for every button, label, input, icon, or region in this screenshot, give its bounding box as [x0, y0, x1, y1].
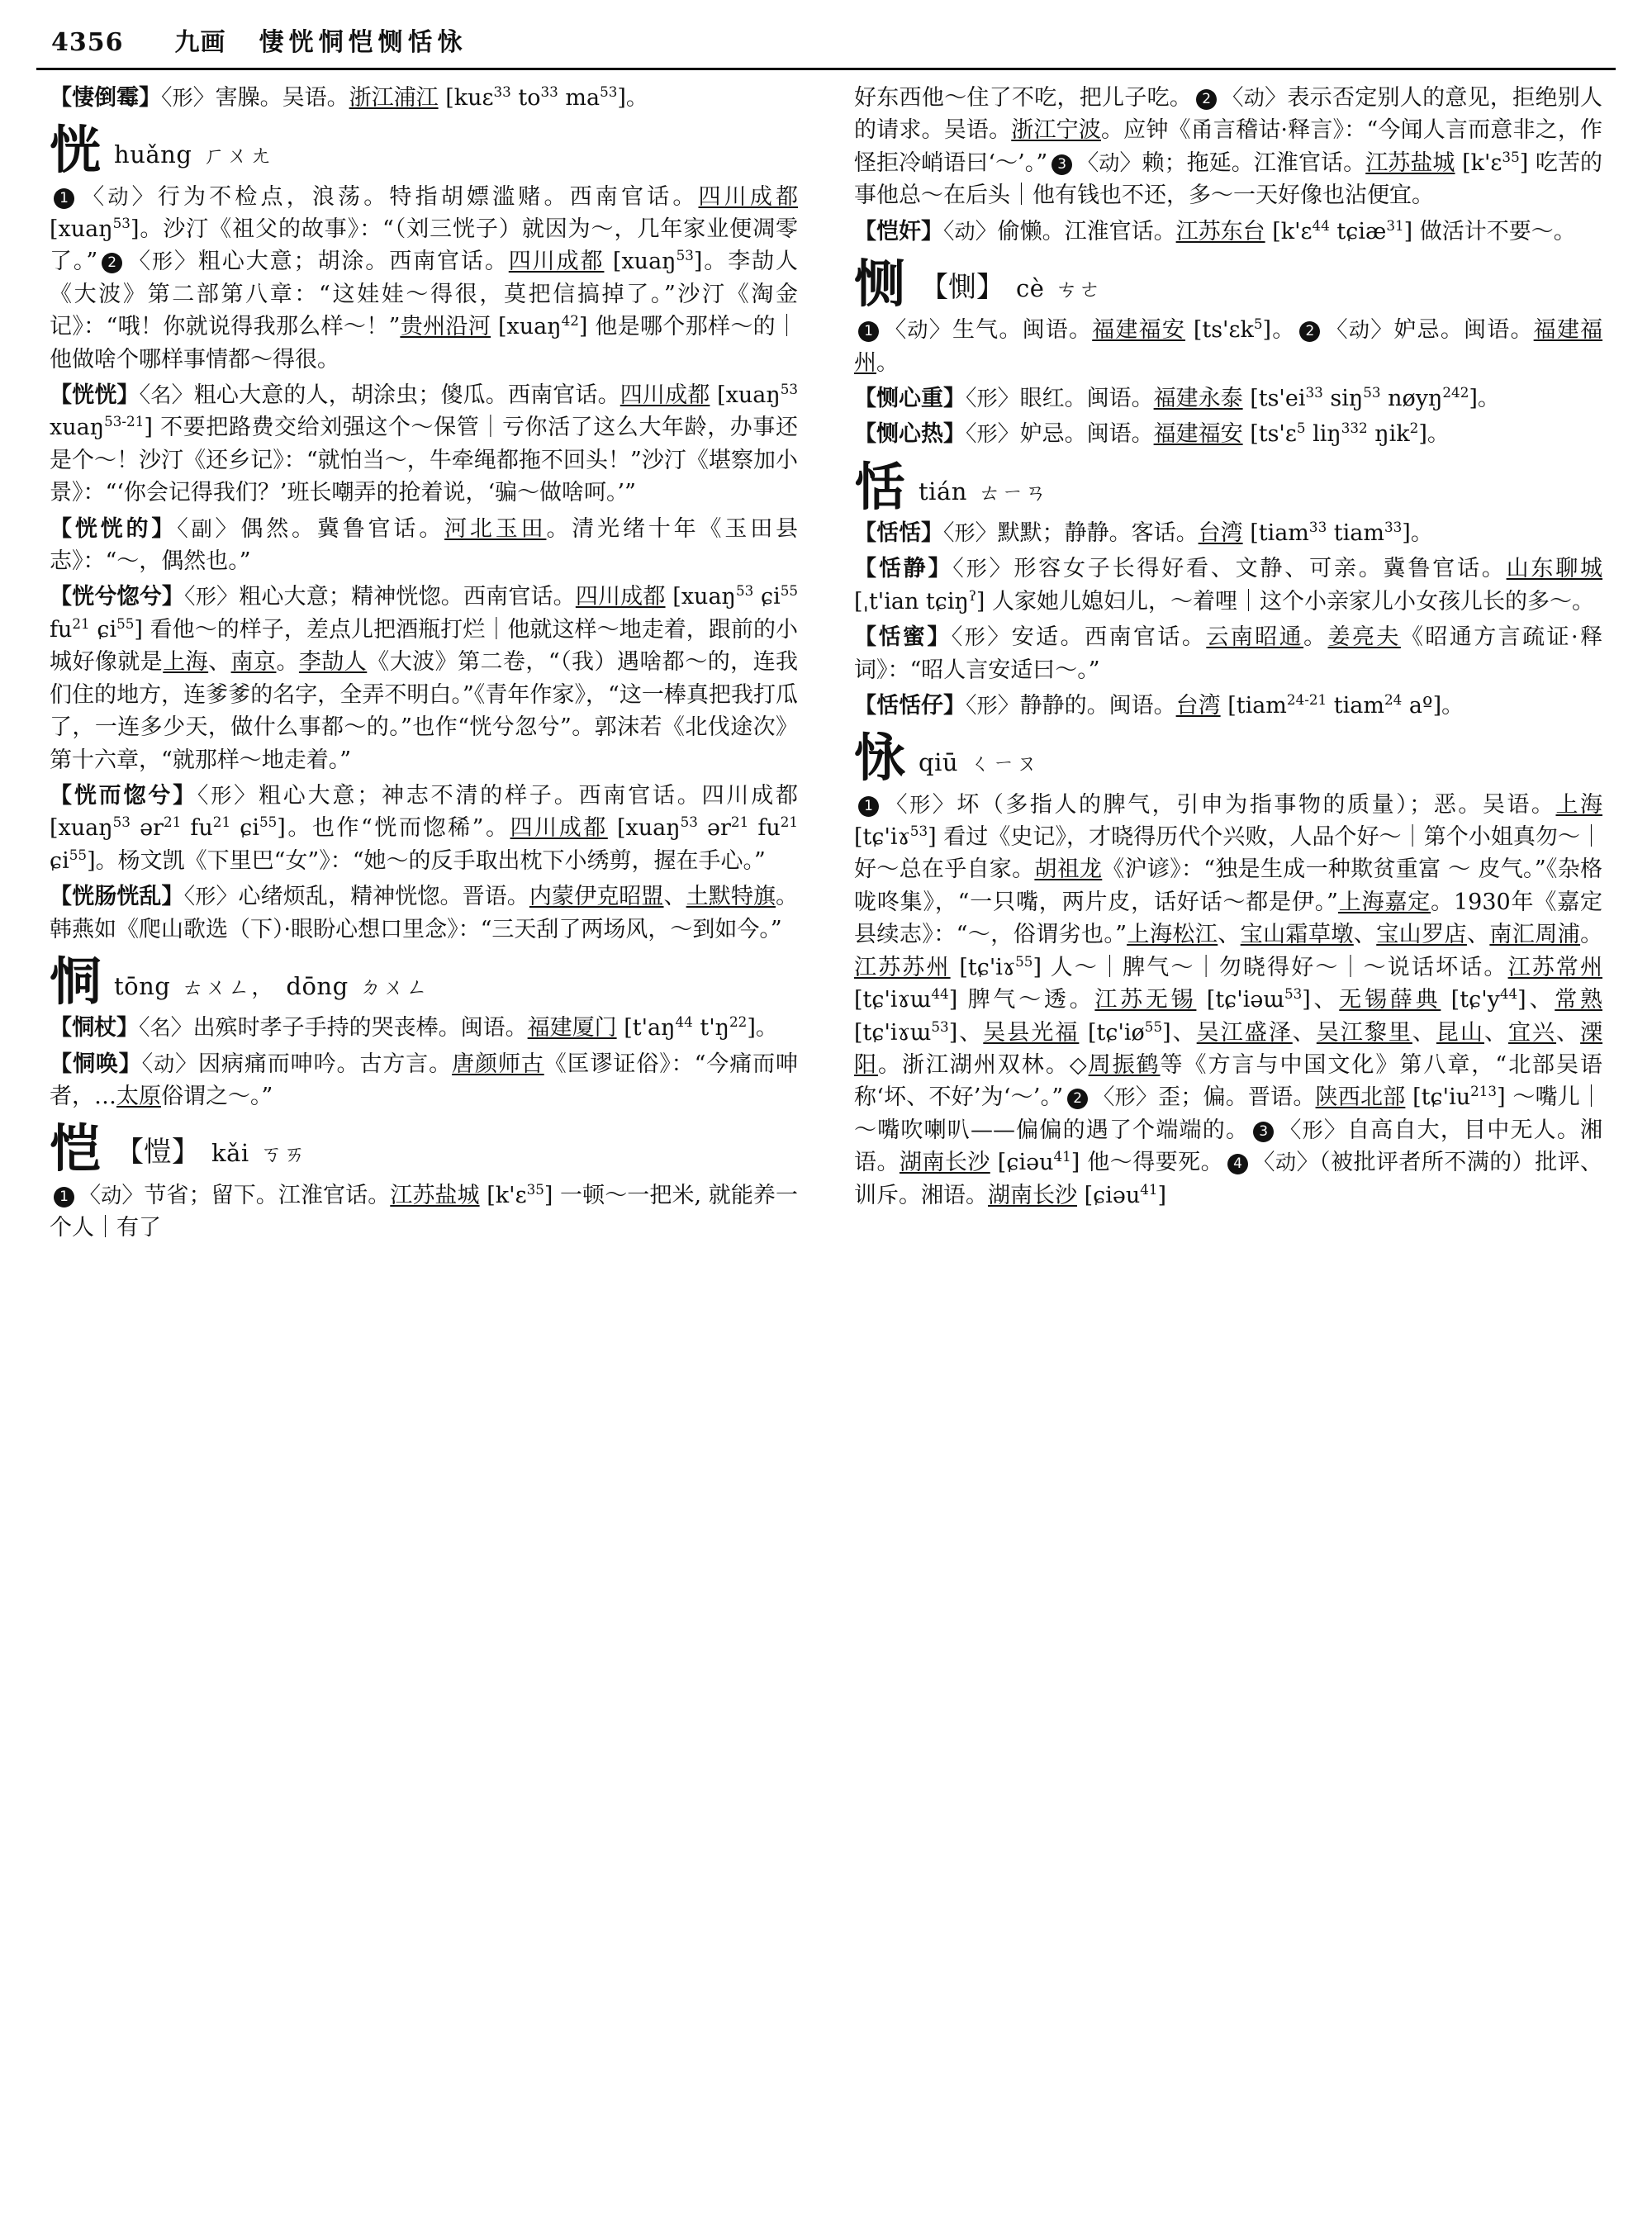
entry-body: 〈名〉出殡时孝子手持的哭丧棒。闽语。福建厦门 [$t'aŋ^{44}$ $t'ŋ^{22}$]。	[139, 1013, 778, 1041]
entry-qidaomei	[50, 82, 798, 114]
pinyin: cè	[1016, 274, 1045, 303]
entry-body: 〈形〉眼红。闽语。福建永泰 [$ts'ei^{33}$ siŋ$^{53}$ nøyŋ$^{242}$]。	[966, 384, 1500, 412]
pinyin: kǎi	[211, 1139, 249, 1168]
header-rule	[36, 68, 1616, 70]
entry-huang-body	[50, 181, 798, 376]
header-characters: 悽恍恫恺恻恬怺	[259, 28, 468, 57]
entry-body: 〈形〉粗心大意；神志不清的样子。西南官话。四川成都 [xuaŋ$^{53}$ ər$^{21}$ $fu^{21}$ ɕi$^{55}$]。也作“恍而惚稀”。四川成都 [xuaŋ$^{53}$ ər$^{21}$ $fu^{21}$ ɕi$^{55}$]。杨文凯《下里巴“女”》：“她～的反手取出枕下小绣剪，握在手心。”	[50, 782, 799, 874]
headchar-glyph: 恫	[50, 951, 103, 1012]
entry-body: 〈形〉形容女子长得好看、文静、可亲。冀鲁官话。山东聊城 [ˌt'ian tɕiŋ$^ʔ$] 人家她儿媳妇儿，～着哩｜这个小亲家儿小女孩儿长的多～。	[854, 556, 1603, 614]
headchar-glyph: 怺	[854, 728, 908, 789]
entry-huanghuangde	[50, 513, 798, 578]
entry-headword: 【恻心热】	[854, 421, 966, 448]
pinyin: tōng	[114, 971, 171, 1000]
entry-body: 〈形〉心绪烦乱，精神恍惚。晋语。内蒙伊克昭盟、土默特旗。韩燕如《爬山歌选（下）·眼盼心想口里念》：“三天刮了两场风，～到如今。”	[50, 884, 799, 942]
entry-body: 1 〈动〉生气。闽语。福建福安 [ts'ɛk$^5$]。 2 〈动〉妒忌。闽语。福建福州。	[854, 316, 1603, 376]
entry-kaijian	[854, 216, 1602, 248]
variant-form: 【惻】	[920, 271, 1005, 305]
pinyin: huǎng	[114, 140, 192, 169]
entry-headword: 【恫杖】	[50, 1015, 139, 1041]
entry-headword: 【恬蜜】	[854, 624, 952, 651]
entry-cexinzhong	[854, 382, 1602, 415]
entry-huangchanghuangluan	[50, 880, 798, 946]
entry-body: 〈形〉安适。西南官话。云南昭通。姜亮夫《昭通方言疏证·释词》：“昭人言安适曰～。”	[854, 624, 1603, 683]
headchar-glyph: 恺	[50, 1118, 103, 1179]
zhuyin: ㄑㄧㄡ	[970, 752, 1040, 777]
entry-headword: 【恍肠恍乱】	[50, 884, 184, 910]
entry-cexinre	[854, 418, 1602, 450]
entry-body: 〈形〉粗心大意；精神恍惚。西南官话。四川成都 [xuaŋ$^{53}$ ɕi$^{55}$ $fu^{21}$ ɕi$^{55}$] 看他～的样子，差点儿把酒瓶打烂｜他就这样～地走着，跟前的小城好像就是上海、南京。李劼人《大波》第二卷，“（我）遇啥都～的，连我们住的地方，连爹爹的名字，全弄不明白。”《青年作家》，“这一棒真把我打瓜了，一连多少天，做什么事都～的。”也作“恍兮忽兮”。郭沫若《北伐途次》第十六章，“就那样～地走着。”	[50, 582, 799, 773]
zhuyin-alt: ㄉㄨㄥ	[359, 975, 430, 1000]
entry-body: 1 〈动〉行为不检点，浪荡。特指胡嫖滥赌。西南官话。四川成都 [xuaŋ$^{53}$]。沙汀《祖父的故事》：“（刘三恍子）就因为～，几年家业便凋零了。” 2 〈形〉粗心大意；胡涂。西南官话。四川成都 [xuaŋ$^{53}$]。李劼人《大波》第二部第八章：“这娃娃～得很，莫把信搞掉了。”沙汀《淘金记》：“哦！你就说得我那么样～！”贵州沿河 [xuaŋ$^{42}$] 他是哪个那样～的｜他做啥个哪样事情都～得很。	[50, 183, 799, 372]
entry-headword: 【恍兮惚兮】	[50, 584, 185, 610]
stroke-count-label: 九画	[174, 28, 226, 57]
headchar-tong	[50, 951, 798, 1012]
entry-headword: 【恍恍的】	[50, 515, 178, 542]
entry-body: 〈形〉妒忌。闽语。福建福安 [ts'ɛ$^5$ liŋ$^{332}$ ŋik$^2$]。	[966, 420, 1450, 448]
headchar-kai	[50, 1118, 798, 1179]
entry-tiantianzai	[854, 690, 1602, 722]
entry-body: 〈形〉害臊。吴语。浙江浦江 [kuɛ$^{33}$ $to^{33}$ $ma^{53}$]。	[161, 83, 648, 111]
entry-headword: 【恍而惚兮】	[50, 782, 197, 809]
entry-tianmi	[854, 621, 1602, 686]
page-number: 4356	[51, 28, 124, 57]
right-column	[826, 82, 1616, 2196]
entry-body: 〈副〉偶然。冀鲁官话。河北玉田。清光绪十年《玉田县志》：“～，偶然也。”	[50, 515, 799, 575]
entry-headword: 【恍恍】	[50, 382, 140, 409]
entry-tianjing	[854, 553, 1602, 618]
entry-huanghuang	[50, 379, 798, 510]
entry-kai-body	[50, 1179, 798, 1245]
entry-body: 〈动〉因病痛而呻吟。古方言。唐颜师古《匡谬证俗》：“今痛而呻者，…太原俗谓之～。”	[50, 1051, 799, 1109]
variant-form: 【愷】	[116, 1136, 201, 1170]
pinyin: tián	[919, 477, 967, 505]
entry-headword: 【恬恬仔】	[854, 693, 966, 719]
entry-body: 〈形〉默默；静静。客话。台湾 [tiam$^{33}$ tiam$^{33}$]。	[943, 519, 1433, 547]
entry-body: 1 〈动〉节省；留下。江淮官话。江苏盐城 [k'ɛ$^{35}$] 一顿～一把米, 就能养一个人｜有了	[50, 1180, 798, 1241]
entry-tongzhang	[50, 1012, 798, 1044]
headchar-ce	[854, 254, 1602, 315]
headchar-huang	[50, 120, 798, 181]
entry-headword: 【悽倒霉】	[50, 85, 161, 111]
zhuyin: ㄎㄞ	[260, 1142, 307, 1168]
entry-tonghuan	[50, 1048, 798, 1113]
left-column	[36, 82, 826, 2196]
entry-ce-body	[854, 314, 1602, 379]
entry-qiu-body	[854, 789, 1602, 1212]
zhuyin: ㄏㄨㄤ	[203, 144, 273, 169]
headchar-glyph: 恻	[854, 254, 908, 315]
entry-headword: 【恫唤】	[50, 1051, 142, 1077]
entry-kai-continued	[854, 82, 1602, 212]
headchar-qiu	[854, 728, 1602, 789]
entry-headword: 【恻心重】	[854, 386, 966, 412]
entry-huangerhuxi	[50, 780, 798, 877]
entry-headword: 【恺奸】	[854, 218, 943, 244]
pinyin: qiū	[919, 748, 959, 777]
entry-body: 〈动〉偷懒。江淮官话。江苏东台 [k'ɛ$^{44}$ tɕiæ$^{31}$] 做活计不要～。	[943, 216, 1576, 244]
pinyin-alt: dōng	[286, 971, 349, 1000]
entry-huangxihuxi	[50, 581, 798, 776]
entry-body: 好东西他～住了不吃，把儿子吃。 2 〈动〉表示否定别人的意见，拒绝别人的请求。吴语。浙江宁波。应钟《甬言稽诂·释言》：“今闻人言而意非之，作怪拒冷峭语曰‘～’。” 3 〈动〉赖；拖延。江淮官话。江苏盐城 [k'ɛ$^{35}$] 吃苦的事他总～在后头｜他有钱也不还，多～一天好像也沾便宜。	[854, 85, 1603, 209]
entry-body: 〈名〉粗心大意的人，胡涂虫；傻瓜。西南官话。四川成都 [xuaŋ$^{53}$ xuaŋ$^{53-21}$] 不要把路费交给刘强这个～保管｜亏你活了这么大年龄，办事还是个～！沙汀《还乡记》：“就怕当～，牛牵绳都拖不回头！”沙汀《堪察加小景》：“‘你会记得我们？’班长嘲弄的抢着说，‘骗～做啥呵。’”	[50, 381, 799, 506]
entry-headword: 【恬静】	[854, 556, 953, 582]
zhuyin: ㄘㄜ	[1056, 278, 1103, 303]
entry-body: 〈形〉静静的。闽语。台湾 [tiam$^{24-21}$ tiam$^{24}$ aº]。	[966, 691, 1464, 719]
zhuyin: ㄊㄧㄢ	[978, 480, 1048, 505]
headchar-glyph: 恍	[50, 120, 103, 181]
headchar-glyph: 恬	[854, 456, 908, 517]
page-header	[36, 21, 1616, 64]
entry-headword: 【恬恬】	[854, 520, 943, 547]
body-columns	[36, 82, 1616, 2196]
entry-body: 1 〈形〉坏（多指人的脾气，引申为指事物的质量）；恶。吴语。上海 [tɕ'iɤ$^{53}$] 看过《史记》，才晓得历代个兴败，人品个好～｜第个小姐真勿～｜好～总在乎自家。胡祖龙《沪谚》：“独是生成一种欺贫重富 ～ 皮气。”《杂格咙咚集》，“一只嘴，两片皮，话好话～都是伊。”上海嘉定。1930年《嘉定县续志》：“～，俗谓劣也。”上海松江、宝山霜草墩、宝山罗店、南汇周浦。江苏苏州 [tɕ'iɤ$^{55}$] 人～｜脾气～｜勿晓得好～｜～说话坏话。江苏常州 [tɕ'iɤɯ$^{44}$] 脾气～透。江苏无锡 [tɕ'iəɯ$^{53}$]、无锡薛典 $[tɕ'y^{44}]$、常熟 [tɕ'iɤɯ$^{53}$]、吴县光福 $[tɕ'iø^{55}]$、吴江盛泽、吴江黎里、昆山、宜兴、溧阳。浙江湖州双林。◇周振鹤等《方言与中国文化》第八章，“北部吴语称‘坏、不好’为‘～’。” 2 〈形〉歪；偏。晋语。陕西北部 $[tɕ'iu^{213}]$ ～嘴儿｜～嘴吹喇叭——偏偏的遇了个端端的。 3 〈形〉自高自大，目中无人。湘语。湖南长沙 [ɕiəu$^{41}$] 他～得要死。 4 〈动〉（被批评者所不满的）批评、训斥。湘语。湖南长沙 [ɕiəu$^{41}$]	[854, 791, 1603, 1208]
zhuyin: ㄊㄨㄥ，	[182, 975, 275, 1000]
headchar-tian	[854, 456, 1602, 517]
entry-tiantian	[854, 517, 1602, 549]
